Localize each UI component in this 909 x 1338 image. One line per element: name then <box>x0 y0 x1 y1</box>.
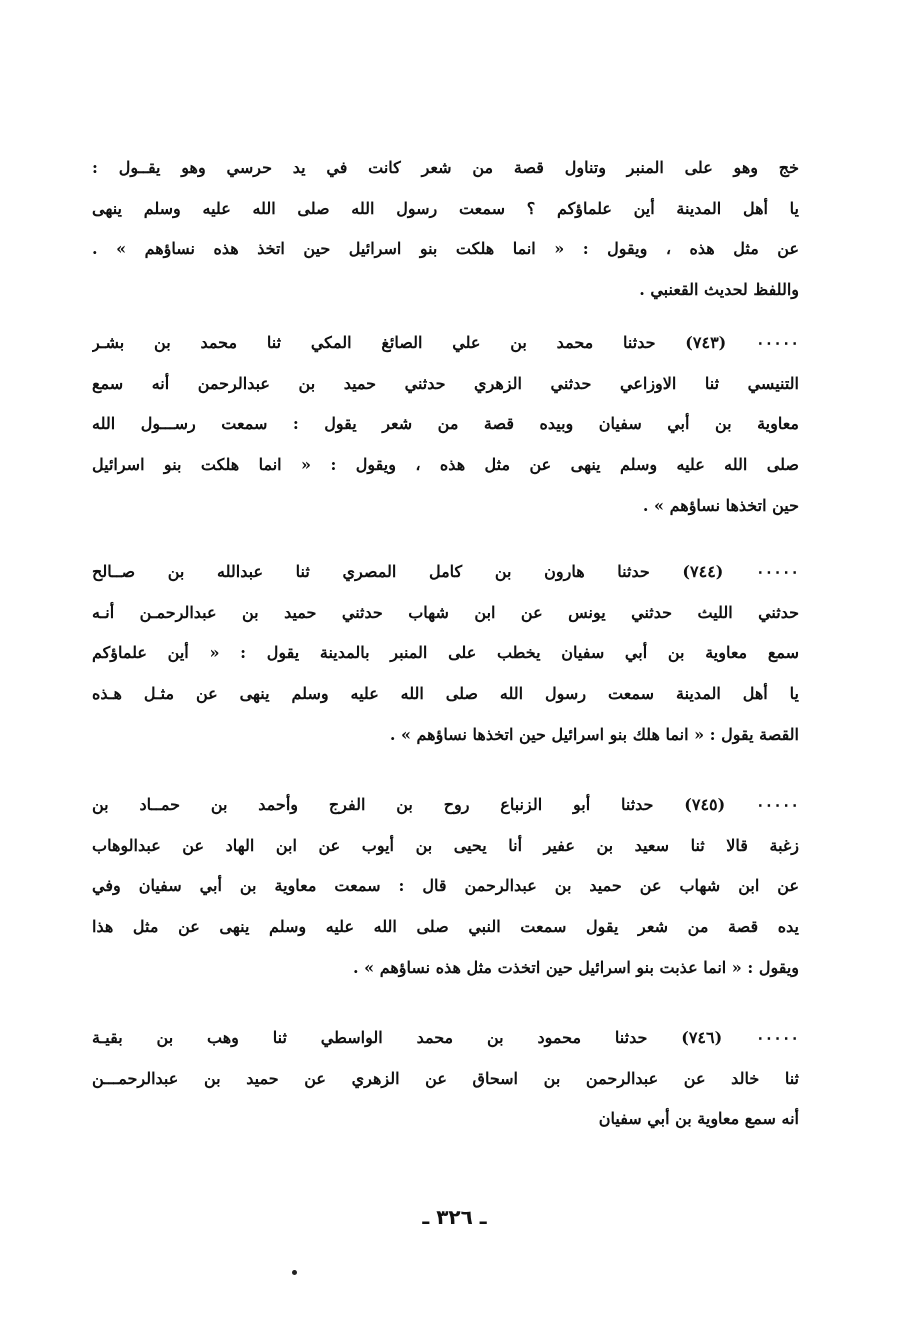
text-line: ٠٠٠٠٠ (٧٤٥) حدثنا أبو الزنباع روح بن الفرج وأحمد بن حمــاد بن <box>92 795 799 814</box>
text-line: زغبة قالا ثنا سعيد بن عفير أنا يحيى بن أيوب عن ابن الهاد عن عبدالوهاب <box>92 835 799 855</box>
paragraph-continuation <box>92 148 799 311</box>
text-line: القصة يقول : « انما هلك بنو اسرائيل حين اتخذها نساؤهم » . <box>389 724 799 744</box>
text-line: حين اتخذها نساؤهم » . <box>642 495 799 515</box>
hadith-743 <box>92 323 799 527</box>
text-line: صلى الله عليه وسلم ينهى عن مثل هذه ، ويقول : « انما هلكت بنو اسرائيل <box>92 455 799 475</box>
text-line: عن ابن شهاب عن حميد بن عبدالرحمن قال : سمعت معاوية بن أبي سفيان وفي <box>92 876 799 896</box>
page-number: ـ ٣٢٦ ـ <box>422 1205 487 1229</box>
text-line: ٠٠٠٠٠ (٧٤٣) حدثنا محمد بن علي الصائغ المكي ثنا محمد بن بشـر <box>92 333 799 352</box>
text-line: ٠٠٠٠٠ (٧٤٦) حدثنا محمود بن محمد الواسطي ثنا وهب بن بقيـة <box>92 1028 799 1047</box>
text-line: ويقول : « انما عذبت بنو اسرائيل حين اتخذت مثل هذه نساؤهم » . <box>353 957 799 977</box>
hadith-746 <box>92 1018 799 1140</box>
ink-dot <box>292 1270 297 1275</box>
text-line: حدثني الليث حدثني يونس عن ابن شهاب حدثني حميد بن عبدالرحمـن أنـه <box>92 602 799 622</box>
text-line: واللفظ لحديث القعنبي . <box>639 280 799 300</box>
text-line: أنه سمع معاوية بن أبي سفيان <box>598 1109 799 1129</box>
text-line: معاوية بن أبي سفيان وبيده قصة من شعر يقول : سمعت رســـول الله <box>92 414 799 434</box>
text-line: خج وهو على المنبر وتناول قصة من شعر كانت في يد حرسي وهو يقــول : <box>92 158 799 177</box>
hadith-745 <box>92 785 799 989</box>
text-line: ٠٠٠٠٠ (٧٤٤) حدثنا هارون بن كامل المصري ثنا عبدالله بن صــالح <box>92 562 799 581</box>
hadith-744 <box>92 552 799 756</box>
text-line: يده قصة من شعر يقول سمعت النبي صلى الله عليه وسلم ينهى عن مثل هذا <box>92 917 799 937</box>
text-line: سمع معاوية بن أبي سفيان يخطب على المنبر بالمدينة يقول : « أين علماؤكم <box>92 643 799 663</box>
text-line: عن مثل هذه ، ويقول : « انما هلكت بنو اسرائيل حين اتخذ هذه نساؤهم » . <box>92 239 799 259</box>
text-line: يا أهل المدينة سمعت رسول الله صلى الله عليه وسلم ينهى عن مثـل هـذه <box>92 684 799 704</box>
text-line: ثنا خالد عن عبدالرحمن بن اسحاق عن الزهري عن حميد بن عبدالرحمـــن <box>92 1068 799 1088</box>
text-line: التنيسي ثنا الاوزاعي حدثني الزهري حدثني حميد بن عبدالرحمن أنه سمع <box>92 373 799 393</box>
text-line: يا أهل المدينة أين علماؤكم ؟ سمعت رسول الله صلى الله عليه وسلم ينهى <box>92 198 799 218</box>
